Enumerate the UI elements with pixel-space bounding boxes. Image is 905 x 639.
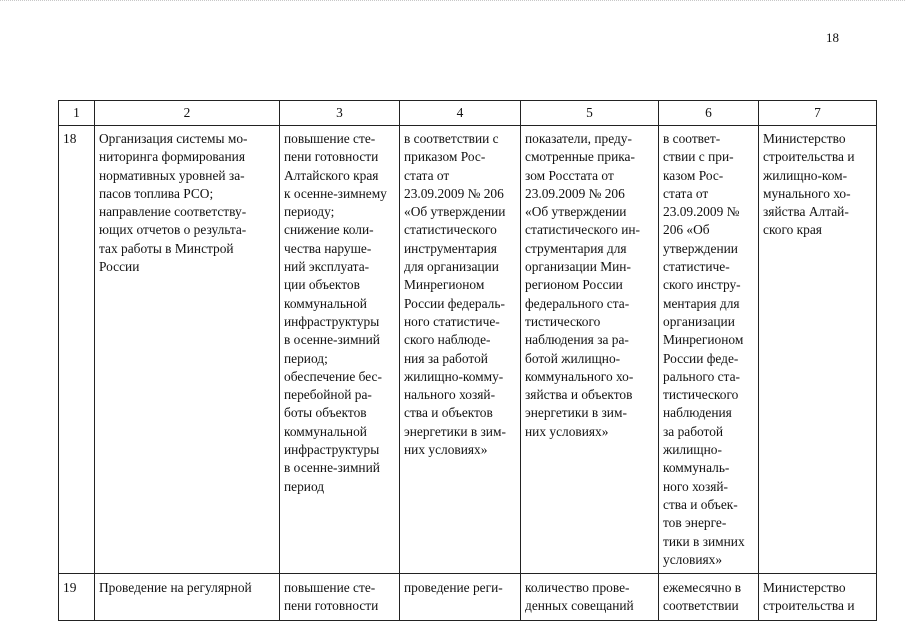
- row-number-cell: 19: [59, 574, 95, 621]
- column-header: 3: [280, 101, 400, 126]
- column-header: 5: [521, 101, 659, 126]
- column-header: 6: [659, 101, 759, 126]
- table-row: [59, 574, 877, 621]
- column-header: 2: [95, 101, 280, 126]
- page-number: 18: [826, 30, 839, 45]
- column-header: 4: [400, 101, 521, 126]
- table-row: [59, 126, 877, 574]
- expected-result-cell: повышение сте- пени готовности Алтайского края к осенне-зимнему периоду; снижение коли- чества наруше- ний эксплуата- ции объектов коммунальной инфраструктуры в осенне-зимний период; обеспечение бес- перебойной ра- боты объектов коммунальной инфраструктуры в осенне-зимний период: [280, 126, 400, 574]
- indicators-cell: количество прове- денных совещаний: [521, 574, 659, 621]
- measure-name-cell: Организация системы мо- ниторинга формирования нормативных уровней за- пасов топлива РСО; направление соответству- ющих отчетов о результа- тах работы в Минстрой России: [95, 126, 280, 574]
- table-header-row: [59, 101, 877, 126]
- column-header: 7: [759, 101, 877, 126]
- row-number-cell: 18: [59, 126, 95, 574]
- deadline-cell: ежемесячно в соответствии: [659, 574, 759, 621]
- column-header: 1: [59, 101, 95, 126]
- responsible-cell: Министерство строительства и: [759, 574, 877, 621]
- method-cell: в соответствии с приказом Рос- стата от 23.09.2009 № 206 «Об утверждении статистического инструментария для организации Минрегионом России федераль- ного статистиче- ского наблюде- ния за работой жилищно-комму- нального хозяй- ства и объектов энергетики в зим- них условиях»: [400, 126, 521, 574]
- measures-table: [58, 100, 877, 621]
- indicators-cell: показатели, преду- смотренные прика- зом Росстата от 23.09.2009 № 206 «Об утверждении статистического ин- струментария для организации Мин- регионом России федерального ста- тистического наблюдения за ра- ботой жилищно- коммунального хо- зяйства и объектов энергетики в зим- них условиях»: [521, 126, 659, 574]
- scan-edge: [0, 0, 905, 7]
- method-cell: проведение реги-: [400, 574, 521, 621]
- responsible-cell: Министерство строительства и жилищно-ком- мунального хо- зяйства Алтай- ского края: [759, 126, 877, 574]
- deadline-cell: в соответ- ствии с при- казом Рос- стата от 23.09.2009 № 206 «Об утверждении статистиче- ского инстру- ментария для организации Минрегионом России феде- рального ста- тистического наблюдения за работой жилищно- коммуналь- ного хозяй- ства и объек- тов энерге- тики в зимних условиях»: [659, 126, 759, 574]
- measure-name-cell: Проведение на регулярной: [95, 574, 280, 621]
- expected-result-cell: повышение сте- пени готовности: [280, 574, 400, 621]
